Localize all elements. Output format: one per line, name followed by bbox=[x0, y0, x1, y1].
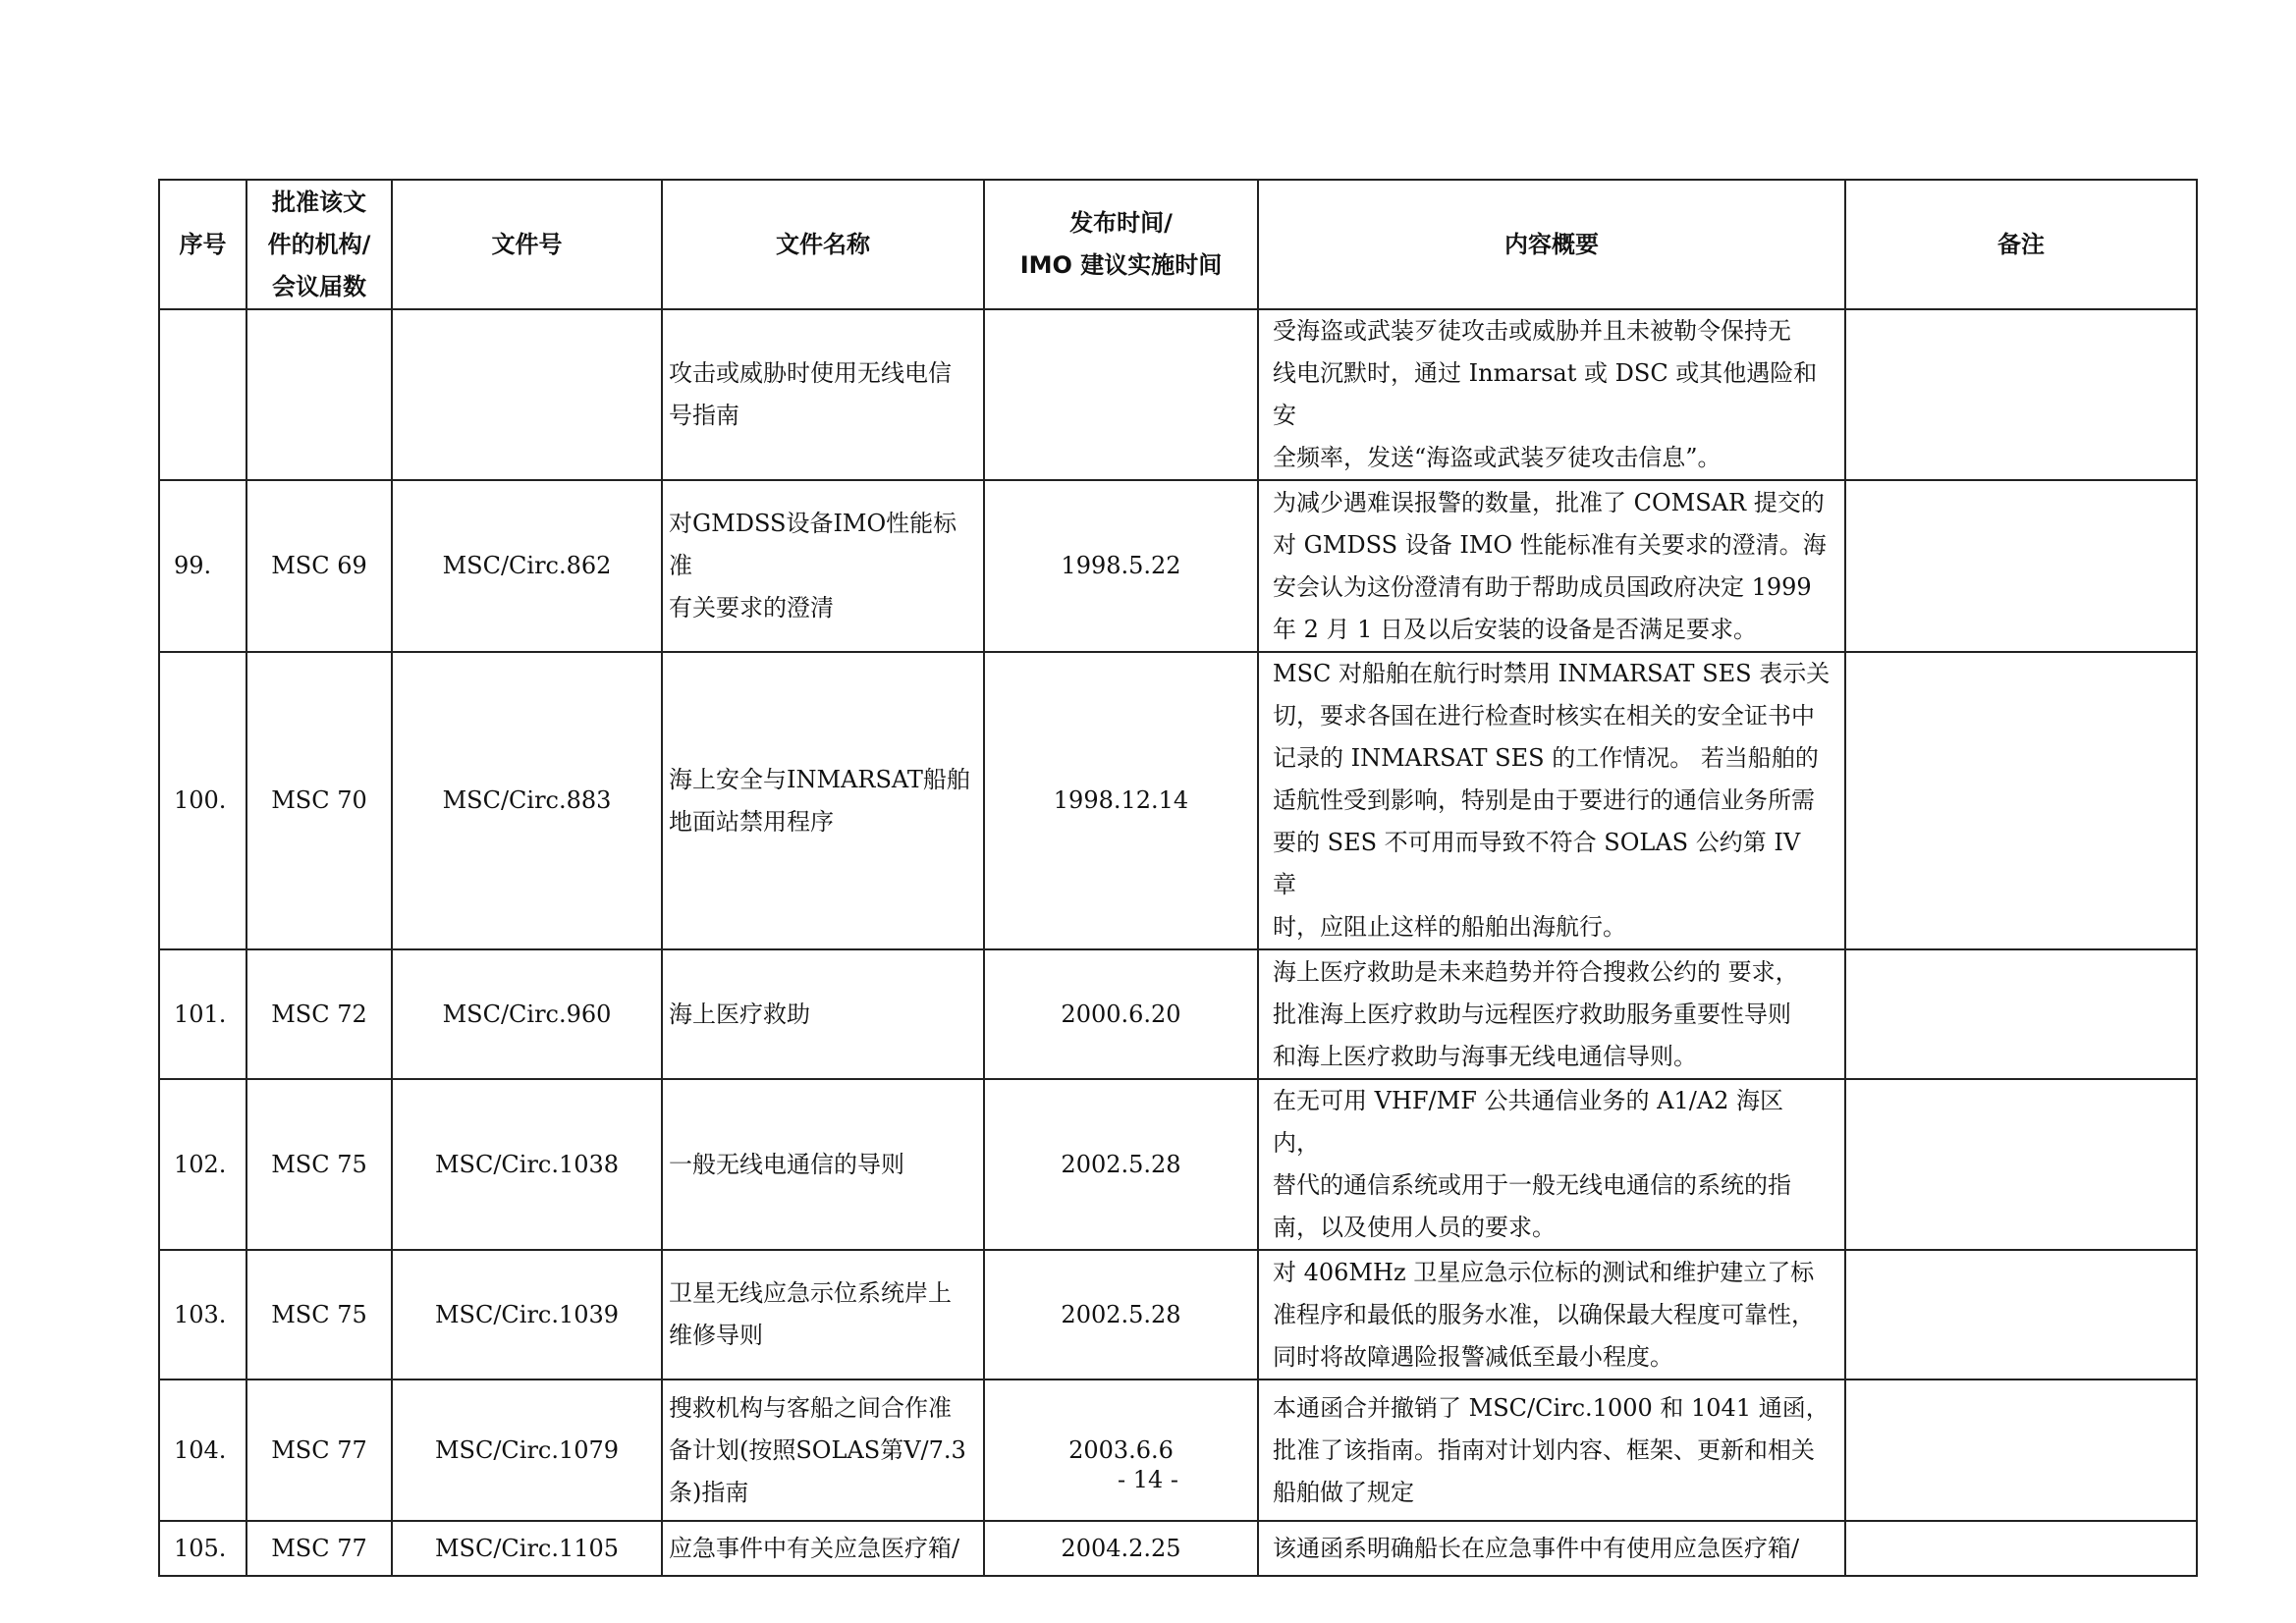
cell-seq: 100. bbox=[159, 652, 246, 949]
cell-date: 2002.5.28 bbox=[984, 1079, 1258, 1250]
doc-name-line: 有关要求的澄清 bbox=[669, 594, 834, 622]
cell-doc-name bbox=[662, 949, 984, 1079]
cell-summary bbox=[1258, 652, 1845, 949]
summary-line: 该通函系明确船长在应急事件中有使用应急医疗箱/ bbox=[1273, 1534, 1800, 1562]
cell-date: 1998.5.22 bbox=[984, 480, 1258, 652]
doc-name-line: 对GMDSS设备IMO性能标准 bbox=[669, 510, 957, 579]
cell-doc-no: MSC/Circ.1038 bbox=[392, 1079, 662, 1250]
table-row bbox=[159, 1079, 2197, 1250]
summary-line: 同时将故障遇险报警减低至最小程度。 bbox=[1273, 1342, 1673, 1371]
summary-line: 记录的 INMARSAT SES 的工作情况。 若当船舶的 bbox=[1273, 744, 1819, 772]
summary-line: MSC 对船舶在航行时禁用 INMARSAT SES 表示关 bbox=[1273, 660, 1831, 687]
summary-line: 批准海上医疗救助与远程医疗救助服务重要性导则 bbox=[1273, 1000, 1791, 1028]
table-row bbox=[159, 309, 2197, 480]
header-org-line-2: 件的机构/ bbox=[267, 230, 371, 258]
table-row bbox=[159, 949, 2197, 1079]
cell-date: 2002.5.28 bbox=[984, 1250, 1258, 1380]
doc-name-line: 号指南 bbox=[669, 402, 739, 429]
header-doc-no: 文件号 bbox=[392, 180, 662, 309]
summary-line: 对 406MHz 卫星应急示位标的测试和维护建立了标 bbox=[1273, 1258, 1815, 1286]
summary-line: 要的 SES 不可用而导致不符合 SOLAS 公约第 IV 章 bbox=[1273, 829, 1801, 898]
cell-doc-no: MSC/Circ.862 bbox=[392, 480, 662, 652]
cell-summary bbox=[1258, 309, 1845, 480]
summary-line: 切，要求各国在进行检查时核实在相关的安全证书中 bbox=[1273, 702, 1815, 730]
cell-seq: 103. bbox=[159, 1250, 246, 1380]
summary-line: 准程序和最低的服务水准，以确保最大程度可靠性， bbox=[1273, 1300, 1815, 1328]
summary-line: 安会认为这份澄清有助于帮助成员国政府决定 1999 bbox=[1273, 572, 1812, 601]
summary-line: 线电沉默时，通过 Inmarsat 或 DSC 或其他遇险和安 bbox=[1273, 359, 1818, 429]
header-org-line-1: 批准该文 bbox=[272, 188, 366, 216]
cell-org: MSC 77 bbox=[246, 1521, 392, 1576]
doc-name-line: 应急事件中有关应急医疗箱/ bbox=[669, 1534, 960, 1562]
cell-date bbox=[984, 309, 1258, 480]
document-table bbox=[158, 179, 2198, 1577]
cell-org: MSC 72 bbox=[246, 949, 392, 1079]
cell-org: MSC 77 bbox=[246, 1380, 392, 1521]
summary-line: 海上医疗救助是未来趋势并符合搜救公约的 要求， bbox=[1273, 957, 1799, 986]
header-org bbox=[246, 180, 392, 309]
cell-doc-no: MSC/Circ.883 bbox=[392, 652, 662, 949]
doc-name-line: 条)指南 bbox=[669, 1478, 749, 1506]
page-number: - 14 - bbox=[1117, 1466, 1178, 1493]
header-summary: 内容概要 bbox=[1258, 180, 1845, 309]
cell-doc-name bbox=[662, 1380, 984, 1521]
cell-doc-no: MSC/Circ.1039 bbox=[392, 1250, 662, 1380]
cell-doc-no: MSC/Circ.960 bbox=[392, 949, 662, 1079]
cell-summary bbox=[1258, 1521, 1845, 1576]
header-date bbox=[984, 180, 1258, 309]
cell-doc-name bbox=[662, 652, 984, 949]
cell-doc-no: MSC/Circ.1105 bbox=[392, 1521, 662, 1576]
cell-seq: 101. bbox=[159, 949, 246, 1079]
cell-doc-name bbox=[662, 480, 984, 652]
cell-summary bbox=[1258, 480, 1845, 652]
summary-line: 和海上医疗救助与海事无线电通信导则。 bbox=[1273, 1042, 1697, 1070]
cell-summary bbox=[1258, 1250, 1845, 1380]
cell-doc-no: MSC/Circ.1079 bbox=[392, 1380, 662, 1521]
cell-org: MSC 69 bbox=[246, 480, 392, 652]
cell-remarks bbox=[1845, 1380, 2197, 1521]
doc-name-line: 卫星无线应急示位系统岸上 bbox=[669, 1279, 952, 1307]
summary-line: 批准了该指南。指南对计划内容、框架、更新和相关 bbox=[1273, 1435, 1815, 1464]
cell-remarks bbox=[1845, 949, 2197, 1079]
table-body bbox=[159, 309, 2197, 1576]
table-header-row bbox=[159, 180, 2197, 309]
header-org-line-3: 会议届数 bbox=[272, 272, 366, 300]
cell-doc-name bbox=[662, 1521, 984, 1576]
summary-line: 为减少遇难误报警的数量，批准了 COMSAR 提交的 bbox=[1273, 488, 1825, 516]
cell-date: 2003.6.6 bbox=[984, 1380, 1258, 1521]
cell-remarks bbox=[1845, 309, 2197, 480]
summary-line: 南，以及使用人员的要求。 bbox=[1273, 1214, 1556, 1241]
cell-date: 1998.12.14 bbox=[984, 652, 1258, 949]
table-row bbox=[159, 652, 2197, 949]
doc-name-line: 维修导则 bbox=[669, 1322, 763, 1349]
cell-doc-no bbox=[392, 309, 662, 480]
summary-line: 年 2 月 1 日及以后安装的设备是否满足要求。 bbox=[1273, 615, 1758, 643]
table-row bbox=[159, 1521, 2197, 1576]
cell-remarks bbox=[1845, 1250, 2197, 1380]
cell-doc-name bbox=[662, 309, 984, 480]
summary-line: 本通函合并撤销了 MSC/Circ.1000 和 1041 通函， bbox=[1273, 1393, 1830, 1422]
cell-seq: 104. bbox=[159, 1380, 246, 1521]
summary-line: 适航性受到影响，特别是由于要进行的通信业务所需 bbox=[1273, 786, 1815, 814]
cell-org: MSC 75 bbox=[246, 1250, 392, 1380]
cell-remarks bbox=[1845, 1079, 2197, 1250]
cell-doc-name bbox=[662, 1250, 984, 1380]
table-row bbox=[159, 480, 2197, 652]
cell-seq: 102. bbox=[159, 1079, 246, 1250]
cell-date: 2004.2.25 bbox=[984, 1521, 1258, 1576]
table-row bbox=[159, 1250, 2197, 1380]
table-row bbox=[159, 1380, 2197, 1521]
doc-name-line: 一般无线电通信的导则 bbox=[669, 1150, 904, 1178]
cell-seq: 105. bbox=[159, 1521, 246, 1576]
cell-seq bbox=[159, 309, 246, 480]
doc-name-line: 海上医疗救助 bbox=[669, 1000, 810, 1028]
cell-remarks bbox=[1845, 480, 2197, 652]
cell-remarks bbox=[1845, 652, 2197, 949]
cell-summary bbox=[1258, 1380, 1845, 1521]
cell-seq: 99. bbox=[159, 480, 246, 652]
doc-name-line: 地面站禁用程序 bbox=[669, 807, 834, 836]
doc-name-line: 搜救机构与客船之间合作准 bbox=[669, 1393, 952, 1422]
header-remarks: 备注 bbox=[1845, 180, 2197, 309]
summary-line: 全频率，发送“海盗或武装歹徒攻击信息”。 bbox=[1273, 444, 1722, 471]
summary-line: 受海盗或武装歹徒攻击或威胁并且未被勒令保持无 bbox=[1273, 317, 1791, 345]
cell-summary bbox=[1258, 949, 1845, 1079]
cell-doc-name bbox=[662, 1079, 984, 1250]
cell-org bbox=[246, 309, 392, 480]
header-date-line-2: IMO 建议实施时间 bbox=[1019, 251, 1223, 279]
cell-date: 2000.6.20 bbox=[984, 949, 1258, 1079]
summary-line: 替代的通信系统或用于一般无线电通信的系统的指 bbox=[1273, 1171, 1791, 1199]
cell-org: MSC 75 bbox=[246, 1079, 392, 1250]
doc-name-line: 攻击或威胁时使用无线电信 bbox=[669, 359, 952, 387]
summary-line: 在无可用 VHF/MF 公共通信业务的 A1/A2 海区内， bbox=[1273, 1087, 1784, 1157]
doc-name-line: 备计划(按照SOLAS第V/7.3 bbox=[669, 1435, 966, 1464]
summary-line: 船舶做了规定 bbox=[1273, 1478, 1414, 1506]
doc-name-line: 海上安全与INMARSAT船舶 bbox=[669, 765, 970, 793]
summary-line: 对 GMDSS 设备 IMO 性能标准有关要求的澄清。海 bbox=[1273, 530, 1827, 559]
header-doc-name: 文件名称 bbox=[662, 180, 984, 309]
header-seq: 序号 bbox=[159, 180, 246, 309]
cell-org: MSC 70 bbox=[246, 652, 392, 949]
summary-line: 时，应阻止这样的船舶出海航行。 bbox=[1273, 913, 1626, 941]
cell-summary bbox=[1258, 1079, 1845, 1250]
header-date-line-1: 发布时间/ bbox=[1069, 209, 1173, 237]
cell-remarks bbox=[1845, 1521, 2197, 1576]
